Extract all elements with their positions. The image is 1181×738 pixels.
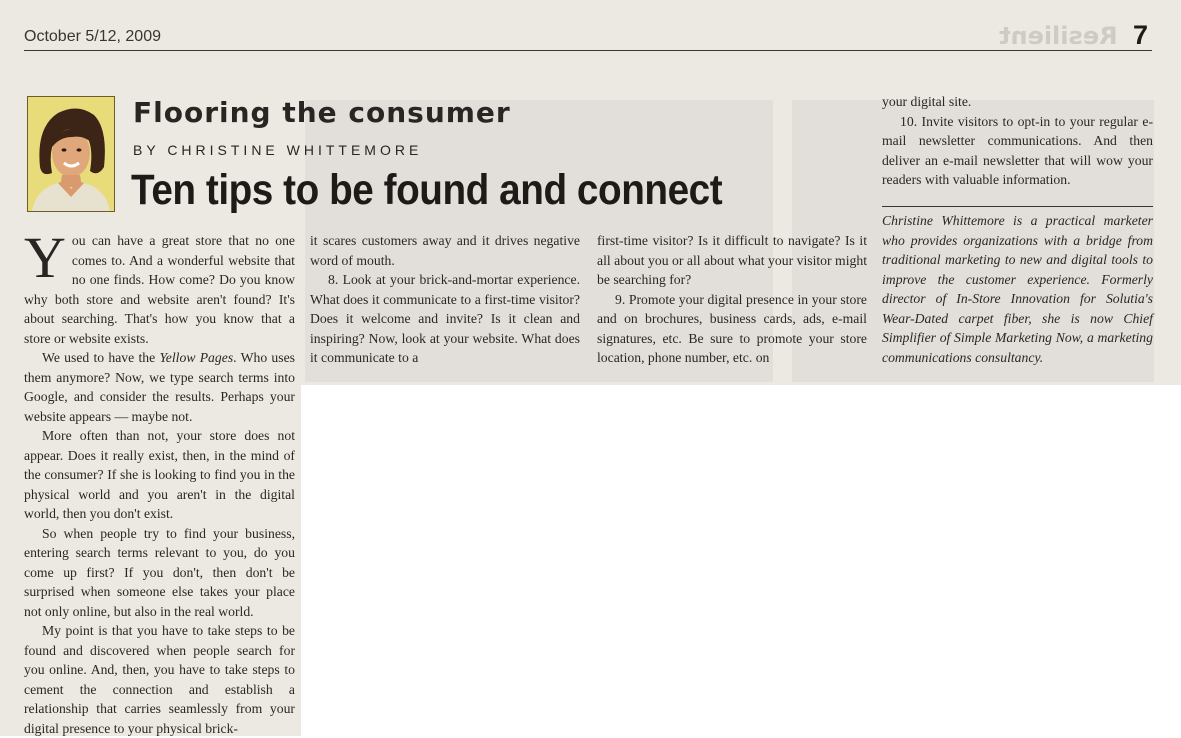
paragraph: it scares customers away and it drives negative word of mouth. [310,233,580,268]
paragraph: We used to have the Yellow Pages. Who uses them anymore? Now, we type search terms into Google, and consider the results. Perhaps your website appears — maybe not. [24,350,296,424]
byline: BY CHRISTINE WHITTEMORE [133,142,423,158]
tip-10: 10. Invite visitors to opt-in to your regular e-mail newsletter communications. And then deliver an e-mail newsletter that will wow your readers with valuable information. [882,113,1153,187]
paragraph: My point is that you have to take steps to be found and discovered when people search for you online. And, then, you have to take steps to cement the connection and establish a relationship that carries seamlessly from your digital presence to your physical brick- [24,623,295,736]
page-number: 7 [1132,20,1148,50]
article-column-4 [882,92,1153,190]
publication-name: Yellow Pages [159,350,234,365]
issue-date: October 5/12, 2009 [24,28,161,45]
article-column-3 [597,231,867,368]
drop-cap: Y [24,225,66,290]
paragraph: More often than not, your store does not appear. Does it really exist, then, in the mind of the consumer? If she is looking to find you in the physical world and you aren't in the digital world, then you don't exist. [24,428,295,521]
article-column-2 [310,231,580,368]
bleed-through-text: Resilient [999,22,1118,50]
paragraph: You can have a great store that no one comes to. And a wonderful website that no one finds. How come? Do you know why both store and website aren't found? It's about searching. That's how you know that a store or website exists. [24,225,295,346]
column-title: Flooring the consumer [133,96,511,129]
page-header [24,20,1152,51]
author-portrait-graphic [28,97,114,211]
author-bio: Christine Whittemore is a practical marketer who provides organizations with a bridge from traditional marketing to new and digital tools to improve the customer experience. Formerly director of In-Store Innovation for Solutia's Wear-Dated carpet fiber, she is now Chief Simplifier of Simple Marketing Now, a marketing communications consultancy. [882,213,1153,365]
author-photo [27,96,115,212]
paragraph: first-time visitor? Is it difficult to navigate? Is it all about you or all about what your visitor might be searching for? [597,233,867,287]
article-headline: Ten tips to be found and connect [131,166,723,214]
paragraph: So when people try to find your business, entering search terms relevant to you, do you come up first? If you don't, then don't be surprised when someone else takes your place not only online, but also in the real world. [24,525,295,619]
article-column-1 [24,225,296,738]
tip-9: 9. Promote your digital presence in your store and on brochures, business cards, ads, e-mail signatures, etc. Be sure to promote your store location, phone number, etc. on [597,291,867,365]
paragraph: your digital site. [882,94,972,109]
divider [882,206,1153,207]
tip-8: 8. Look at your brick-and-mortar experience. What does it communicate to a first-time visitor? Does it welcome and invite? Is it clean and inspiring? Now, look at your website. What does it communicate to a [310,272,580,365]
